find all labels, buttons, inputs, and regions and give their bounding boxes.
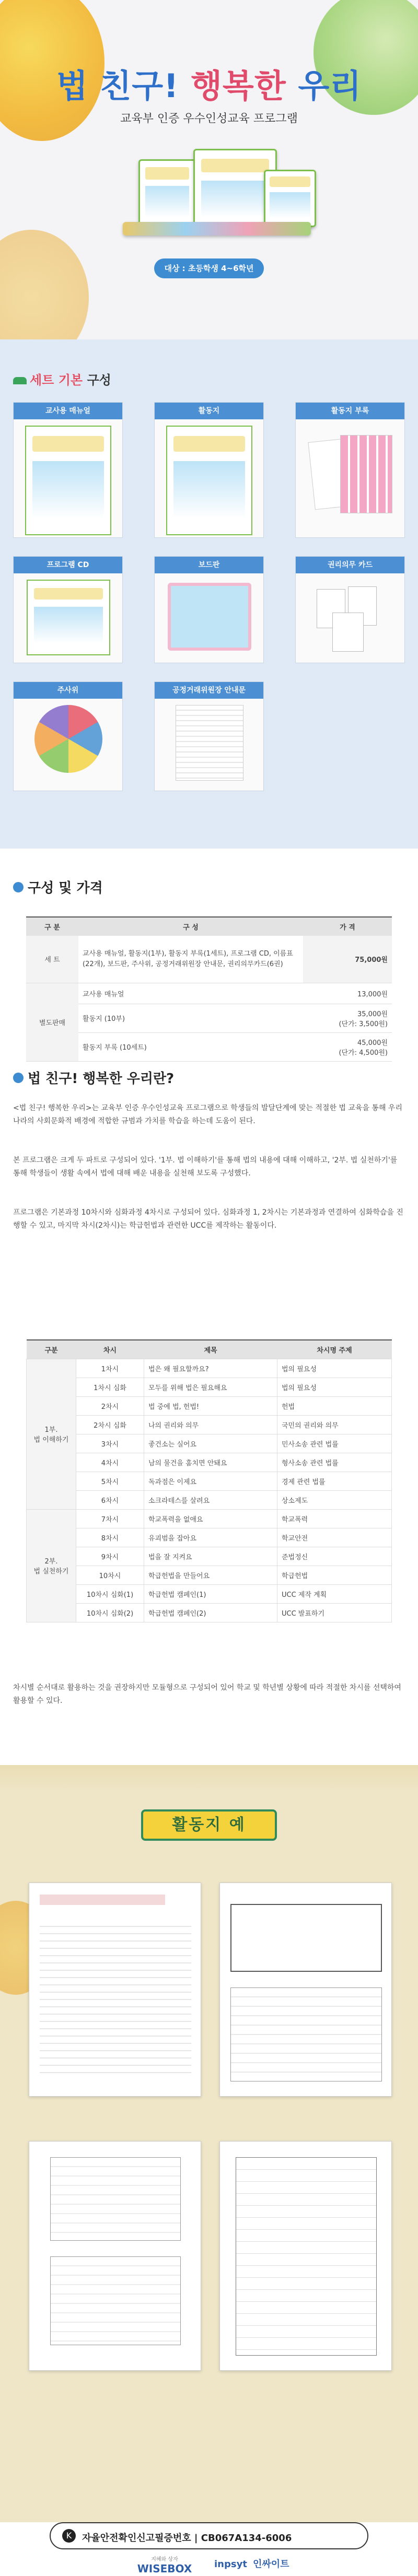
- card-label: 프로그램 CD: [14, 557, 122, 573]
- inpsyt-logo: [214, 2557, 303, 2570]
- curriculum-note: 차시별 순서대로 활용하는 것을 권장하지만 모듈형으로 구성되어 있어 학교 및 학년별 상황에 따라 적절한 차시를 선택하여 활용할 수 있다.: [13, 1684, 401, 1705]
- cell-title: 학급헌법을 만들어요: [144, 1566, 277, 1584]
- section-bullet-icon: [13, 882, 24, 892]
- row-desc: 활동지 부록 (10세트): [78, 1032, 303, 1061]
- cell-no: 6차시: [76, 1490, 144, 1509]
- card-program-cd: [13, 556, 123, 663]
- activity-sheet-3: [29, 2141, 201, 2371]
- card-label: 활동지 부록: [296, 403, 404, 419]
- cell-title: 학급헌법 캠페인(2): [144, 1603, 277, 1622]
- cell-title: 나의 권리와 의무: [144, 1415, 277, 1434]
- cell-no: 7차시: [76, 1509, 144, 1528]
- th-category: 구 분: [26, 917, 78, 936]
- card-label: 공정거래위원장 안내문: [155, 682, 263, 699]
- cell-no: 9차시: [76, 1547, 144, 1566]
- card-label: 보드판: [155, 557, 263, 573]
- kc-mark-icon: K: [62, 2529, 76, 2543]
- table-row: [27, 1490, 392, 1509]
- row-unit-price: (단가: 3,500원): [339, 1020, 388, 1028]
- manual-box-image: [138, 159, 196, 227]
- table-row: [26, 983, 392, 1004]
- cell-title: 소크라테스를 살려요: [144, 1490, 277, 1509]
- product-title: [0, 60, 418, 107]
- cell-no: 8차시: [76, 1528, 144, 1547]
- table-row: [27, 1584, 392, 1603]
- table-row: [26, 1032, 392, 1061]
- cell-no: 4차시: [76, 1453, 144, 1472]
- table-row: [27, 1434, 392, 1453]
- cell-no: 5차시: [76, 1472, 144, 1490]
- activity-sheet-1: [29, 1883, 201, 2097]
- table-row: [27, 1528, 392, 1547]
- product-subtitle: 교육부 인증 우수인성교육 프로그램: [120, 112, 298, 125]
- table-row: [27, 1509, 392, 1528]
- row-category: 세 트: [26, 936, 78, 983]
- cell-title: 좋건소는 실어요: [144, 1434, 277, 1453]
- notice-image: [155, 699, 264, 791]
- table-row: [27, 1359, 392, 1378]
- title-part-1: 법 친구!: [56, 67, 179, 105]
- title-highlight: 세트 기본: [30, 373, 83, 387]
- cell-topic: 상소제도: [277, 1490, 392, 1509]
- wisebox-logo: [125, 2555, 204, 2575]
- table-row: [27, 1453, 392, 1472]
- curriculum-table: [26, 1339, 392, 1622]
- card-activity-appendix: [295, 402, 405, 538]
- intro-paragraph-3: 프로그램은 기본과정 10차시와 심화과정 4차시로 구성되어 있다. 심화과정 1, 2차시는 기본과정과 연결하여 심화학습을 진행할 수 있고, 마지막 차시(2차시)는 학급헌법과 관련한 UCC를 제작하는 활동이다.: [13, 1208, 403, 1230]
- row-desc: 교사용 매뉴얼: [78, 983, 303, 1004]
- cell-no: 10차시 심화(2): [76, 1603, 144, 1622]
- table-row: [27, 1415, 392, 1434]
- card-label: 교사용 매뉴얼: [14, 403, 122, 419]
- cell-no: 10차시 심화(1): [76, 1584, 144, 1603]
- intro-paragraph-1: <법 친구! 행복한 우리>는 교육부 인증 우수인성교육 프로그램으로 학생들의 발달단계에 맞는 적절한 법 교육을 통해 우리나라의 사회문화적 배경에 적합한 규범과 가치를 학습을 하는데 도움이 된다.: [13, 1104, 402, 1125]
- hero-section: [0, 0, 418, 339]
- title-part-2: 행복한: [191, 67, 286, 105]
- cell-topic: 헌법: [277, 1396, 392, 1415]
- board-image: [123, 222, 311, 236]
- certification-bar: [50, 2522, 368, 2549]
- row-price: 75,000원: [303, 936, 392, 983]
- card-label: 권리의무 카드: [296, 557, 404, 573]
- activity-sheet-4: [219, 2141, 392, 2371]
- cell-title: 법 중에 법, 헌법!: [144, 1396, 277, 1415]
- cell-topic: 법의 필요성: [277, 1359, 392, 1378]
- row-price: 35,000원: [357, 1010, 388, 1018]
- card-dice: [13, 681, 123, 791]
- cell-no: 1차시 심화: [76, 1378, 144, 1396]
- row-desc: 교사용 매뉴얼, 활동지(1부), 활동지 부록(1세트), 프로그램 CD, 이름표(22개), 보드판, 주사위, 공정거래위원장 안내문, 권리의무카드(6권): [78, 936, 303, 983]
- title-part-3: 우리: [298, 67, 362, 105]
- appendix-image: [296, 419, 405, 537]
- card-board: [154, 556, 264, 663]
- wisebox-name: WISEBOX: [137, 2562, 192, 2575]
- card-label: 활동지: [155, 403, 263, 419]
- th-topic: 차시명 주제: [277, 1340, 392, 1359]
- cell-topic: 경제 관련 법률: [277, 1472, 392, 1490]
- activity-image: [155, 419, 264, 537]
- card-activity-sheet: [154, 402, 264, 538]
- title-rest: 구성: [87, 373, 111, 387]
- table-row: [26, 936, 392, 983]
- cell-title: 학교폭력을 없애요: [144, 1509, 277, 1528]
- card-rights-duty: [295, 556, 405, 663]
- dice-image: [14, 699, 123, 791]
- cell-topic: 학교폭력: [277, 1509, 392, 1528]
- row-price: 13,000원: [303, 983, 392, 1004]
- card-label: 주사위: [14, 682, 122, 699]
- intro-title-text: 법 친구! 행복한 우리란?: [28, 1071, 175, 1087]
- product-set-image: [102, 138, 321, 243]
- table-row: [27, 1396, 392, 1415]
- set-section-title: [13, 370, 111, 388]
- table-row: [27, 1603, 392, 1622]
- intro-section-title: [13, 1068, 174, 1087]
- target-badge: 대상 : 초등학생 4~6학년: [154, 258, 264, 278]
- cell-topic: 국민의 권리와 의무: [277, 1415, 392, 1434]
- intro-paragraph-2: 본 프로그램은 크게 두 파트로 구성되어 있다. '1부. 법 이해하기'를 통해 법의 내용에 대해 이해하고, '2부. 법 실천하기'를 통해 학생들이 생활 속에서 법에 대해 배운 내용을 실천해 보도록 구성했다.: [13, 1156, 398, 1178]
- row-unit-price: (단가: 4,500원): [339, 1049, 388, 1057]
- th-title: 제목: [144, 1340, 277, 1359]
- flower-decoration-bottom: [0, 230, 89, 339]
- table-row: [27, 1547, 392, 1566]
- th-price: 가 격: [303, 917, 392, 936]
- leaf-icon: [13, 377, 27, 384]
- cell-no: 2차시: [76, 1396, 144, 1415]
- cell-no: 3차시: [76, 1434, 144, 1453]
- board-game-image: [155, 573, 264, 663]
- cell-topic: 민사소송 관련 법률: [277, 1434, 392, 1453]
- inpsyt-en: inpsyt: [214, 2559, 247, 2570]
- cards-image: [296, 573, 405, 663]
- price-title-text: 구성 및 가격: [28, 880, 103, 896]
- cell-title: 남의 물건을 훔치면 안돼요: [144, 1453, 277, 1472]
- set-section: [0, 339, 418, 849]
- cell-topic: 준법정신: [277, 1547, 392, 1566]
- row-price: 45,000원: [357, 1039, 388, 1047]
- section-bullet-icon: [13, 1073, 24, 1083]
- th-part: 구분: [27, 1340, 76, 1359]
- th-composition: 구 성: [78, 917, 303, 936]
- inpsyt-ko: 인싸이트: [253, 2559, 289, 2570]
- cell-topic: UCC 발표하기: [277, 1603, 392, 1622]
- table-row: [27, 1566, 392, 1584]
- row-category: 별도판매: [26, 983, 78, 1061]
- activity-box-image: [264, 170, 316, 227]
- cell-no: 1차시: [76, 1359, 144, 1378]
- cell-title: 법을 잘 지켜요: [144, 1547, 277, 1566]
- table-row: [27, 1472, 392, 1490]
- cell-topic: 학급헌법: [277, 1566, 392, 1584]
- cell-no: 10차시: [76, 1566, 144, 1584]
- table-row: [27, 1378, 392, 1396]
- row-desc: 활동지 (10부): [78, 1004, 303, 1032]
- cell-title: 독과점은 이제요: [144, 1472, 277, 1490]
- cell-title: 법은 왜 필요할까요?: [144, 1359, 277, 1378]
- cd-image: [14, 573, 123, 663]
- price-section-title: [13, 877, 103, 897]
- card-notice: [154, 681, 264, 791]
- brand-logos: [0, 2554, 418, 2576]
- cell-topic: UCC 제작 계획: [277, 1584, 392, 1603]
- cell-topic: 법의 필요성: [277, 1378, 392, 1396]
- part-label: 1부. 법 이해하기: [27, 1359, 76, 1509]
- cell-topic: 학교안전: [277, 1528, 392, 1547]
- price-table: [26, 916, 392, 1062]
- cell-title: 유괴범을 잡아요: [144, 1528, 277, 1547]
- th-session: 차시: [76, 1340, 144, 1359]
- table-row: [26, 1004, 392, 1032]
- wisebox-sub: 지혜와 상자: [151, 2557, 178, 2562]
- cell-title: 모두를 위해 법은 필요해요: [144, 1378, 277, 1396]
- cell-topic: 형사소송 관련 법률: [277, 1453, 392, 1472]
- cell-title: 학급헌법 캠페인(1): [144, 1584, 277, 1603]
- certification-number: 자율안전확인신고필증번호 | CB067A134-6006: [82, 2533, 292, 2544]
- activity-sheet-2: [219, 1883, 392, 2097]
- manual-image: [14, 419, 123, 537]
- card-teacher-manual: [13, 402, 123, 538]
- part-label: 2부. 법 실천하기: [27, 1509, 76, 1622]
- cell-no: 2차시 심화: [76, 1415, 144, 1434]
- activity-banner: 활동지 예: [141, 1809, 277, 1841]
